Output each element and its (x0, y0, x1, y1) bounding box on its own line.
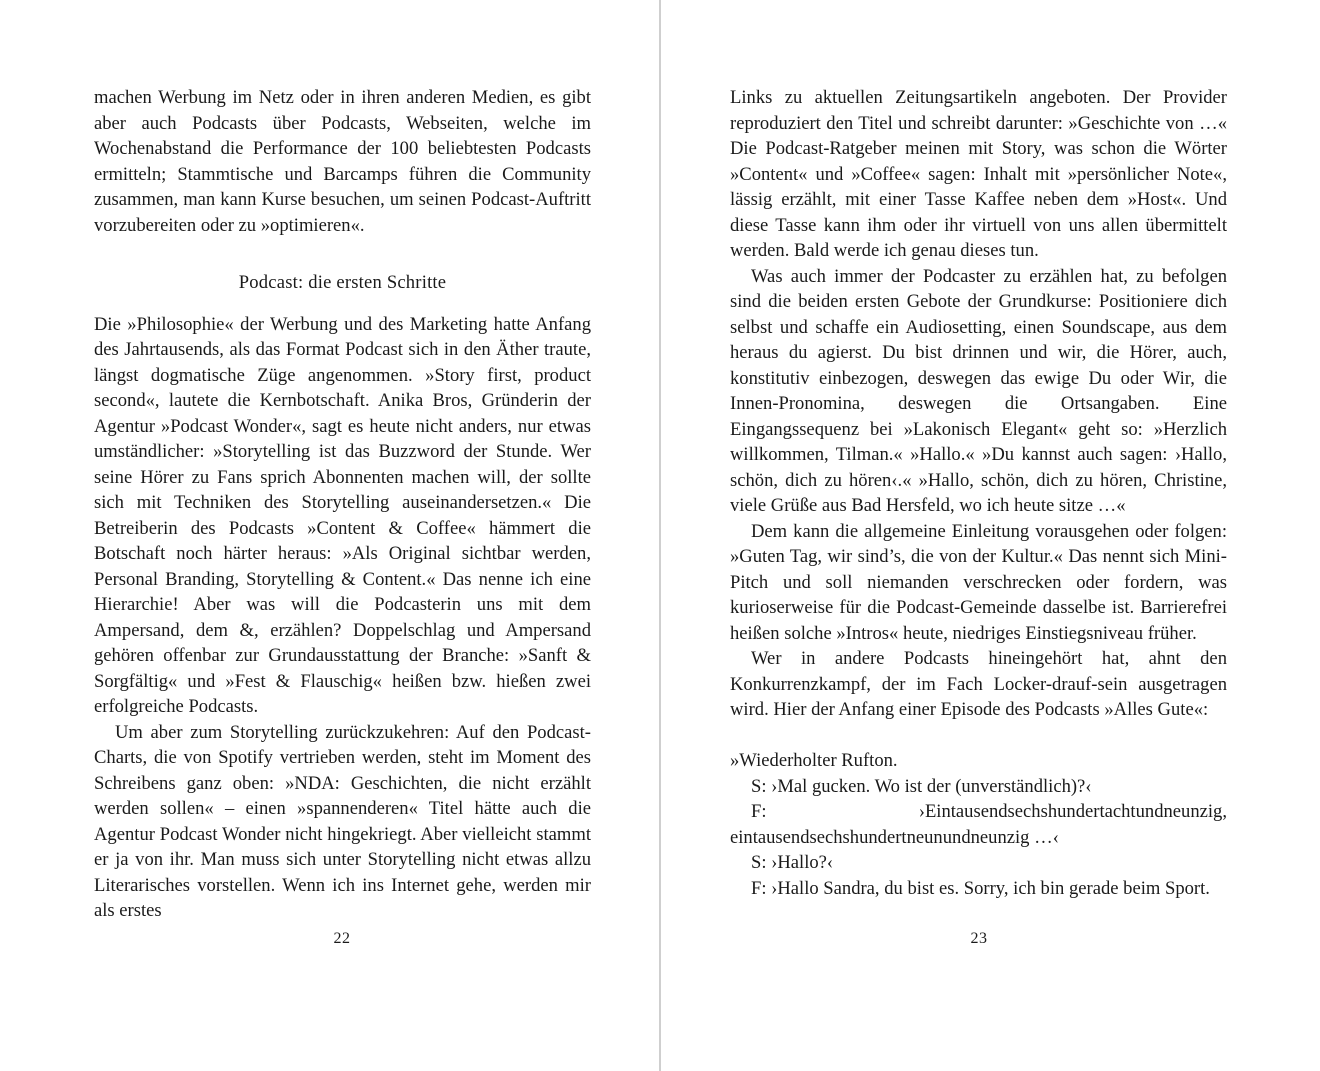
paragraph: Wer in andere Podcasts hineingehört hat, ahnt den Konkurrenzkampf, der im Fach Locker-drauf-sein ausgetragen wird. Hier der Anfang einer Episode des Podcasts »Alles Gute«: (730, 648, 1227, 720)
quote-line: »Wiederholter Rufton. (730, 750, 898, 771)
quote-line: F: ›Hallo Sandra, du bist es. Sorry, ich bin gerade beim Sport. (751, 877, 1210, 899)
right-page (661, 0, 1320, 1071)
paragraph: Um aber zum Storytelling zurückzukehren: Auf den Podcast-Charts, die von Spotify vertrieben werden, steht im Moment des Schreibens ganz oben: »NDA: Geschichten, die nicht erzählt werden sollen« – einen »spannenderen« Titel hätte auch die Agentur Podcast Wonder nicht hingekriegt. Aber vielleicht stammt er ja von ihr. Man muss sich unter Storytelling nicht etwas allzu Literarisches vorstellen. Wenn ich ins Internet gehe, werden mir als erstes (94, 721, 591, 921)
page-number: 22 (333, 930, 351, 947)
page-number: 23 (970, 930, 988, 947)
quote-line: F: ›Eintausendsechshundertachtundneunzig, eintausendsechshundertneunundneunzig …‹ (730, 801, 1227, 848)
paragraph: Dem kann die allgemeine Einleitung vorausgehen oder folgen: »Guten Tag, wir sind’s, die von der Kultur.« Das nennt sich Mini-Pitch und soll niemanden verschrecken oder fordern, was kurioserweise für die Podcast-Gemeinde dasselbe ist. Barrierefrei heißen solche »Intros« heute, niedriges Einstiegsniveau früher. (730, 520, 1227, 644)
paragraph: Die »Philosophie« der Werbung und des Marketing hatte Anfang des Jahrtausends, als das Format Podcast sich in den Äther traute, längst dogmatische Züge angenommen. »Story first, product second«, lautete die Kernbotschaft. Anika Bros, Gründerin der Agentur »Podcast Wonder«, sagt es heute nicht anders, nur etwas umständlicher: »Storytelling ist das Buzzword der Stunde. Wer seine Hörer zu Fans sprich Abonnenten machen will, der sollte sich mit Techniken des Storytelling auseinandersetzen.« Die Betreiberin des Podcasts »Content & Coffee« hämmert die Botschaft noch härter heraus: »Als Original sichtbar werden, Personal Branding, Storytelling & Content.« Das nenne ich eine Hierarchie! Aber was will die Podcasterin uns mit dem Ampersand, dem &, erzählen? Doppelschlag und Ampersand gehören offenbar zur Grundausstattung der Branche: »Sanft & Sorgfältig« und »Fest & Flauschig« heißen bzw. hießen zwei erfolgreiche Podcasts. (94, 313, 591, 717)
quote-line: S: ›Hallo?‹ (751, 852, 834, 873)
paragraph: machen Werbung im Netz oder in ihren anderen Medien, es gibt aber auch Podcasts über Podcasts, Webseiten, welche im Wochenabstand die Performance der 100 beliebtesten Podcasts ermitteln; Stammtische und Barcamps führen die Community zusammen, man kann Kurse besuchen, um seinen Podcast-Auftritt vorzubereiten oder zu »optimieren«. (94, 87, 591, 236)
right-page-text (730, 85, 1227, 901)
paragraph: Links zu aktuellen Zeitungsartikeln angeboten. Der Provider reproduziert den Titel und schreibt darunter: »Geschichte von …« Die Podcast-Ratgeber meinen mit Story, was schon die Wörter »Content« und »Coffee« sagen: Inhalt mit »persönlicher Note«, lässig erzählt, mit einer Tasse Kaffee neben dem »Host«. Und diese Tasse kann ihm oder ihr virtuell von uns allen übermittelt werden. Bald werde ich genau dieses tun. (730, 87, 1227, 261)
spacer (730, 723, 1227, 749)
quote-line: S: ›Mal gucken. Wo ist der (unverständlich)?‹ (751, 775, 1092, 797)
section-heading: Podcast: die ersten Schritte (238, 272, 447, 293)
left-page-text (94, 85, 591, 924)
left-page (0, 0, 659, 1071)
paragraph: Was auch immer der Podcaster zu erzählen hat, zu befolgen sind die beiden ersten Gebote der Grundkurse: Positioniere dich selbst und schaffe ein Audiosetting, einen Soundscape, aus dem heraus du agierst. Du bist drinnen und wir, die Hörer, auch, konstitutiv einbezogen, deswegen das ewige Du oder Wir, die Innen-Pronomina, deswegen die Ortsangaben. Eine Eingangssequenz bei »Lakonisch Elegant« geht so: »Herzlich willkommen, Tilman.« »Hallo.« »Du kannst auch sagen: ›Hallo, schön, dich zu hören‹.« »Hallo, schön, dich zu hören, Christine, viele Grüße aus Bad Hersfeld, wo ich heute sitze …« (730, 265, 1227, 516)
